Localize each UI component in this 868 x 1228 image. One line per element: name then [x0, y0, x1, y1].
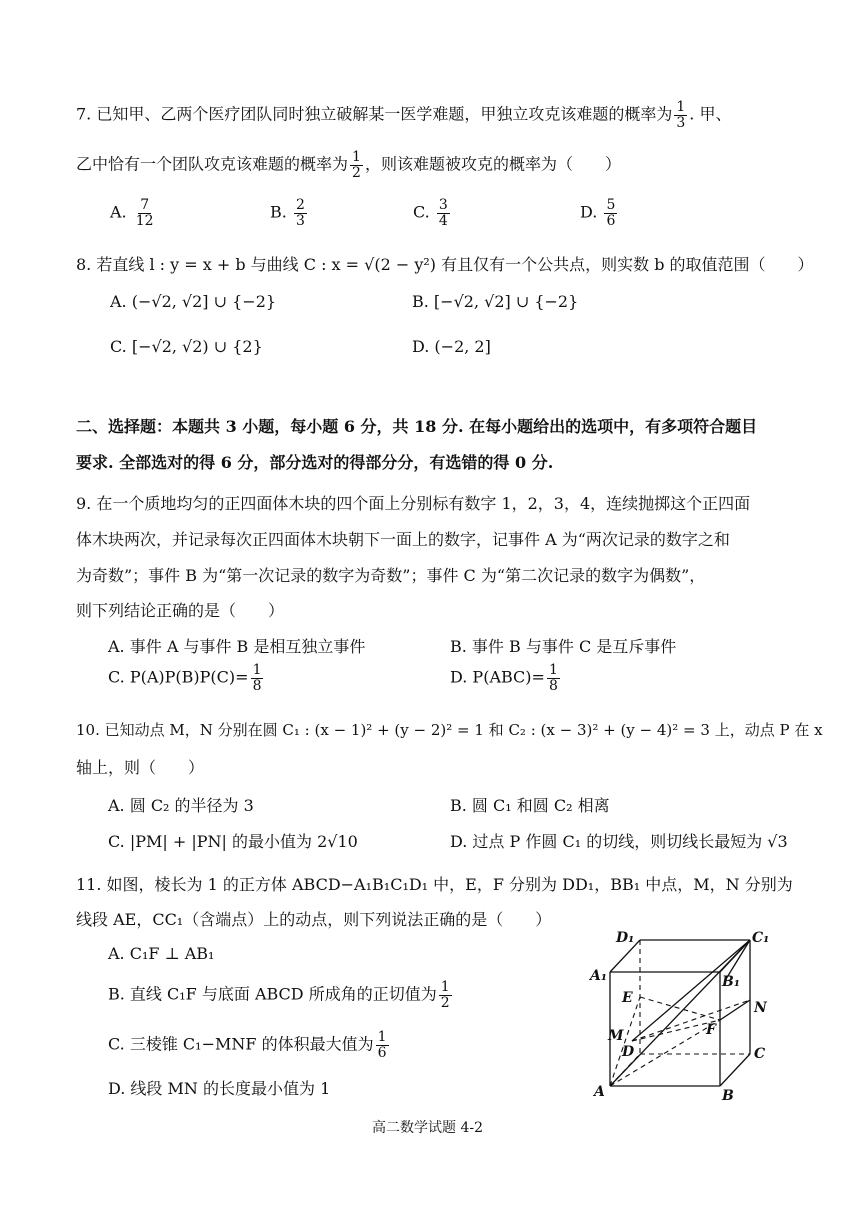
- q8-option-b: B. [−√2, √2] ∪ {−2}: [412, 292, 579, 311]
- q9-line4: 则下列结论正确的是（ ）: [76, 601, 285, 620]
- q8-option-d: D. (−2, 2]: [412, 337, 491, 356]
- q9-line2: 体木块两次，并记录每次正四面体木块朝下一面上的数字，记事件 A 为“两次记录的数字之和: [76, 530, 730, 549]
- q9-option-b: B. 事件 B 与事件 C 是互斥事件: [450, 637, 677, 656]
- label-c1: C₁: [752, 930, 770, 946]
- q7-frac-1-3: $\frac{1}{3}$: [676, 99, 686, 131]
- q9-option-d: D. P(ABC)= $\frac{1}{8}$: [450, 662, 558, 694]
- label-b: B: [722, 1088, 734, 1104]
- q9-line3: 为奇数”；事件 B 为“第一次记录的数字为奇数”；事件 C 为“第二次记录的数字为偶数”，: [76, 566, 706, 585]
- q11-option-a: A. C₁F ⊥ AB₁: [108, 944, 215, 963]
- q10-line1: 10. 已知动点 M，N 分别在圆 C₁ : (x − 1)² + (y − 2)² = 1 和 C₂ : (x − 3)² + (y − 4)² = 3 上，动点 P 在 x: [76, 721, 823, 739]
- q10-line2: 轴上，则（ ）: [76, 758, 205, 777]
- q11-line1: 11. 如图，棱长为 1 的正方体 ABCD−A₁B₁C₁D₁ 中，E，F 分别为 DD₁，BB₁ 中点，M，N 分别为: [76, 875, 793, 894]
- label-f: F: [706, 1022, 716, 1038]
- q10-option-b: B. 圆 C₁ 和圆 C₂ 相离: [450, 796, 610, 815]
- label-d1: D₁: [616, 930, 635, 946]
- section2-line1: 二、选择题：本题共 3 小题，每小题 6 分，共 18 分. 在每小题给出的选项中，有多项符合题目: [76, 417, 758, 436]
- label-d: D: [622, 1044, 635, 1060]
- label-b1: B₁: [722, 974, 740, 990]
- q7-option-b: B. $\frac{2}{3}$: [270, 197, 305, 229]
- q10-option-a: A. 圆 C₂ 的半径为 3: [108, 796, 254, 815]
- cube-figure: [580, 920, 780, 1110]
- label-e: E: [622, 990, 633, 1006]
- q7-line1: 7. 已知甲、乙两个医疗团队同时独立破解某一医学难题，甲独立攻克该难题的概率为 $\frac{1}{3}$ . 甲、: [76, 99, 732, 131]
- q10-option-d: D. 过点 P 作圆 C₁ 的切线，则切线长最短为 √3: [450, 832, 788, 851]
- q7-option-c: C. $\frac{3}{4}$: [413, 197, 448, 229]
- q7-option-a: A. $\frac{7}{12}$: [110, 197, 154, 229]
- q8-stem: 8. 若直线 l : y = x + b 与曲线 C : x = √(2 − y²) 有且仅有一个公共点，则实数 b 的取值范围（ ）: [76, 255, 814, 274]
- q9-line1: 9. 在一个质地均匀的正四面体木块的四个面上分别标有数字 1，2，3，4，连续抛掷这个正四面: [76, 494, 751, 513]
- q9-option-a: A. 事件 A 与事件 B 是相互独立事件: [108, 637, 366, 656]
- q8-option-a: A. (−√2, √2] ∪ {−2}: [110, 292, 277, 311]
- label-a: A: [594, 1084, 605, 1100]
- section2-line2: 要求. 全部选对的得 6 分，部分选对的得部分分，有选错的得 0 分.: [76, 453, 554, 472]
- q11-option-b: B. 直线 C₁F 与底面 ABCD 所成角的正切值为 $\frac{1}{2}$: [108, 979, 450, 1011]
- label-m: M: [608, 1028, 624, 1044]
- label-n: N: [754, 1000, 767, 1016]
- q8-option-c: C. [−√2, √2) ∪ {2}: [110, 337, 263, 356]
- q11-option-d: D. 线段 MN 的长度最小值为 1: [108, 1079, 331, 1098]
- q11-line2: 线段 AE，CC₁（含端点）上的动点，则下列说法正确的是（ ）: [76, 910, 552, 929]
- q7-option-d: D. $\frac{5}{6}$: [580, 197, 616, 229]
- label-a1: A₁: [590, 968, 607, 984]
- q9-option-c: C. P(A)P(B)P(C)= $\frac{1}{8}$: [108, 662, 262, 694]
- label-c: C: [754, 1046, 766, 1062]
- page-footer: 高二数学试题 4-2: [372, 1120, 483, 1136]
- q10-option-c: C. |PM| + |PN| 的最小值为 2√10: [108, 832, 358, 851]
- q7-line2: 乙中恰有一个团队攻克该难题的概率为 $\frac{1}{2}$ ，则该难题被攻克的概率为（ ）: [76, 149, 621, 181]
- q7-frac-1-2: $\frac{1}{2}$: [352, 149, 361, 181]
- q11-option-c: C. 三棱锥 C₁−MNF 的体积最大值为 $\frac{1}{6}$: [108, 1029, 387, 1061]
